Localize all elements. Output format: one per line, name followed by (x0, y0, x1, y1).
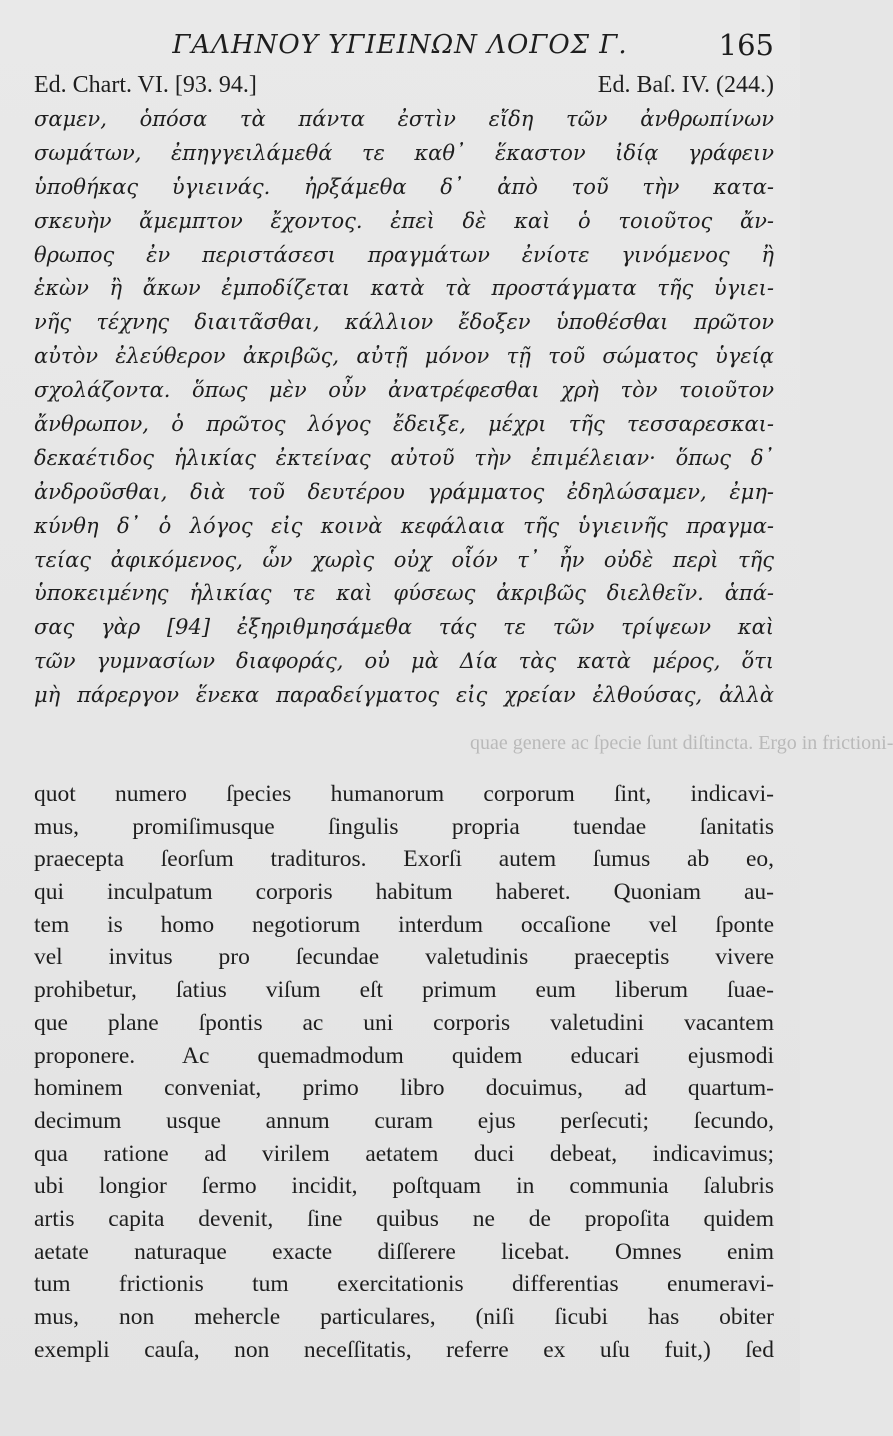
latin-line: exempli cauſa, non neceſſitatis, referre ex uſu fuit,) ſed (34, 1336, 774, 1363)
latin-line: proponere. Ac quemadmodum quidem educari ejusmodi (34, 1042, 774, 1069)
greek-line: σκευὴν ἄμεμπτον ἔχοντος. ἐπεὶ δὲ καὶ ὁ τοιοῦτος ἄν- (34, 208, 774, 233)
page-number: 165 (718, 28, 774, 62)
greek-line: σχολάζοντα. ὅπως μὲν οὖν ἀνατρέφεσθαι χρὴ τὸν τοιοῦτον (34, 378, 774, 403)
latin-line: quot numero ſpecies humanorum corporum ſint, indicavi- (34, 781, 774, 807)
greek-line: μὴ πάρεργον ἕνεκα παραδείγματος εἰς χρείαν ἐλθούσας, ἀλλὰ (34, 683, 774, 708)
greek-line: δεκαέτιδος ἡλικίας ἐκτείνας αὐτοῦ τὴν ἐπιμέλειαν· ὅπως δ᾽ (34, 445, 774, 470)
edition-reference-line (34, 72, 774, 102)
greek-line: αὐτὸν ἐλεύθερον ἀκριβῶς, αὐτῇ μόνον τῇ τοῦ σώματος ὑγείᾳ (34, 344, 774, 369)
latin-line: aetate naturaque exacte diſſerere licebat. Omnes enim (34, 1238, 774, 1265)
latin-line: prohibetur, ſatius viſum eſt primum eum liberum ſuae- (34, 977, 774, 1004)
greek-line: ἀνδροῦσθαι, διὰ τοῦ δευτέρου γράμματος ἐδηλώσαμεν, ἐμη- (34, 479, 774, 504)
greek-line: ἑκὼν ἢ ἄκων ἐμποδίζεται κατὰ τὰ προστάγματα τῆς ὑγιει- (34, 276, 774, 301)
bleed-through-text: quae genere ac ſpecie ſunt diſtincta. Ergo in frictioni- (470, 732, 893, 754)
latin-line: mus, promiſimusque ſingulis propria tuendae ſanitatis (34, 813, 774, 840)
latin-line: praecepta ſeorſum tradituros. Exorſi autem ſumus ab eo, (34, 846, 774, 873)
greek-line: τείας ἀφικόμενος, ὧν χωρὶς οὐχ οἷόν τ᾽ ἦν οὐδὲ περὶ τῆς (34, 547, 774, 572)
latin-text-block (34, 778, 774, 1366)
edition-basel-ref: Ed. Baſ. IV. (244.) (597, 72, 774, 98)
greek-line: σωμάτων, ἐπηγγειλάμεθά τε καθ᾽ ἕκαστον ἰδίᾳ γράφειν (34, 140, 774, 165)
greek-line: θρωπος ἐν περιστάσεσι πραγμάτων ἐνίοτε γινόμενος ἢ (34, 242, 774, 267)
greek-line: κύνθη δ᾽ ὁ λόγος εἰς κοινὰ κεφάλαια τῆς ὑγιεινῆς πραγμα- (34, 513, 774, 538)
latin-line: que plane ſpontis ac uni corporis valetudini vacantem (34, 1009, 774, 1036)
greek-line: ὑποθήκας ὑγιεινάς. ἠρξάμεθα δ᾽ ἀπὸ τοῦ τὴν κατα- (34, 174, 774, 199)
latin-line: tum frictionis tum exercitationis differentias enumeravi- (34, 1271, 774, 1298)
latin-line: hominem conveniat, primo libro docuimus, ad quartum- (34, 1075, 774, 1102)
latin-line: ubi longior ſermo incidit, poſtquam in communia ſalubris (34, 1173, 774, 1200)
edition-chartier-ref: Ed. Chart. VI. [93. 94.] (34, 72, 257, 98)
greek-line: νῆς τέχνης διαιτᾶσθαι, κάλλιον ἔδοξεν ὑποθέσθαι πρῶτον (34, 310, 774, 335)
running-title: ΓΑΛΗΝΟΥ ΥΓΙΕΙΝΩΝ ΛΟΓΟΣ Γ. (172, 30, 628, 60)
greek-line: σαμεν, ὁπόσα τὰ πάντα ἐστὶν εἴδη τῶν ἀνθρωπίνων (34, 107, 774, 131)
latin-line: qua ratione ad virilem aetatem duci debeat, indicavimus; (34, 1140, 774, 1167)
latin-line: qui inculpatum corporis habitum haberet. Quoniam au- (34, 879, 774, 906)
greek-line: σας γὰρ [94] ἐξηριθμησάμεθα τάς τε τῶν τρίψεων καὶ (34, 615, 774, 640)
latin-line: tem is homo negotiorum interdum occaſione vel ſponte (34, 911, 774, 938)
latin-line: vel invitus pro ſecundae valetudinis praeceptis vivere (34, 944, 774, 971)
greek-line: ἄνθρωπον, ὁ πρῶτος λόγος ἔδειξε, μέχρι τῆς τεσσαρεσκαι- (34, 412, 774, 437)
latin-line: mus, non mehercle particulares, (niſi ſicubi has obiter (34, 1304, 774, 1330)
greek-line: τῶν γυμνασίων διαφοράς, οὐ μὰ Δία τὰς κατὰ μέρος, ὅτι (34, 649, 774, 674)
greek-text-block (34, 103, 774, 713)
greek-line: ὑποκειμένης ἡλικίας τε καὶ φύσεως ἀκριβῶς διελθεῖν. ἁπά- (34, 581, 774, 606)
running-head (0, 22, 800, 66)
latin-line: artis capita devenit, ſine quibus ne de propoſita quidem (34, 1205, 774, 1232)
latin-line: decimum usque annum curam ejus perſecuti; ſecundo, (34, 1107, 774, 1134)
